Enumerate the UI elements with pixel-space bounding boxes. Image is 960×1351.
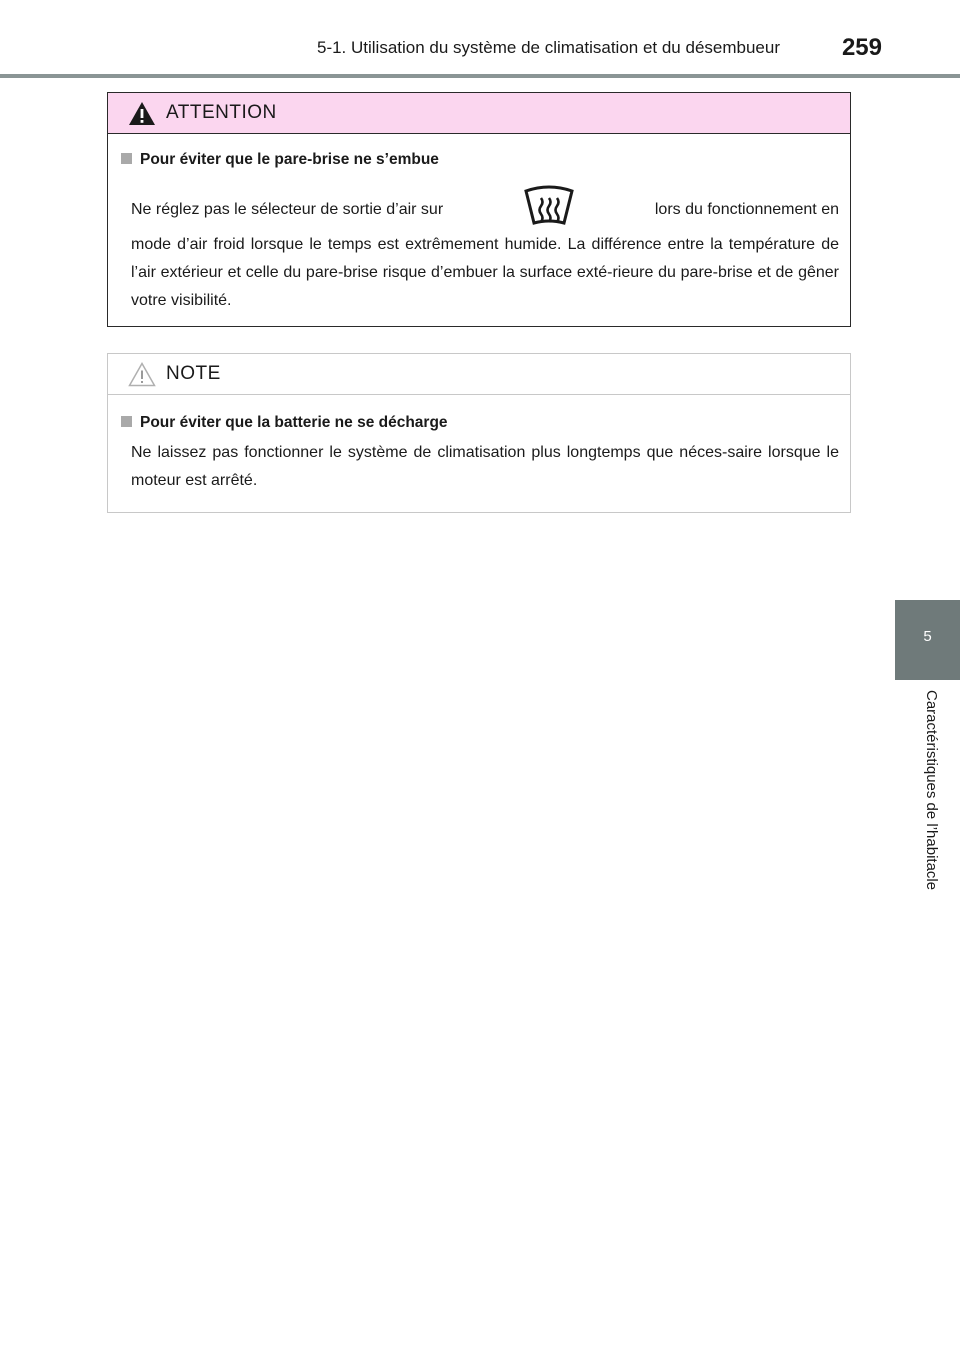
note-header: [108, 354, 850, 395]
bullet-square-icon: [121, 416, 132, 427]
chapter-label: Caractéristiques de l’habitacle: [923, 690, 940, 891]
section-title: 5-1. Utilisation du système de climatisation et du désembueur: [316, 38, 780, 57]
caution-paragraph: [131, 189, 839, 315]
caution-body-text: mode d’air froid lorsque le temps est extrêmement humide. La différence entre la température de l’air extérieur et celle du pare-brise risque d’embuer la surface exté-rieure du pare-brise et de gêner votre visibilité.: [131, 236, 839, 309]
chapter-tab: [895, 600, 960, 680]
page-number: 259: [841, 34, 882, 61]
header-rule: [0, 74, 960, 78]
note-title: NOTE: [166, 363, 221, 384]
note-body-text: Ne laissez pas fonctionner le système de climatisation plus longtemps que néces-saire lorsque le moteur est arrêté.: [131, 444, 839, 489]
page-header: [0, 0, 960, 80]
bullet-square-icon: [121, 153, 132, 164]
chapter-number: 5: [923, 628, 932, 645]
caution-title: ATTENTION: [166, 102, 277, 123]
caution-header: [108, 93, 850, 134]
caution-box: [107, 92, 851, 327]
caution-heading-text: Pour éviter que le pare-brise ne s’embue: [140, 151, 439, 168]
note-heading-text: Pour éviter que la batterie ne se décharge: [140, 414, 448, 431]
note-item-heading: [121, 414, 448, 432]
caution-item-heading: [121, 151, 439, 169]
windshield-defroster-icon: [523, 185, 575, 225]
caution-first-line: [131, 189, 839, 231]
notice-outline-icon: [128, 362, 156, 387]
caution-text-after-icon: lors du fonctionnement en: [654, 201, 839, 218]
warning-icon: [128, 101, 156, 126]
note-box: [107, 353, 851, 513]
caution-text-before-icon: Ne réglez pas le sélecteur de sortie d’air sur: [131, 201, 444, 218]
